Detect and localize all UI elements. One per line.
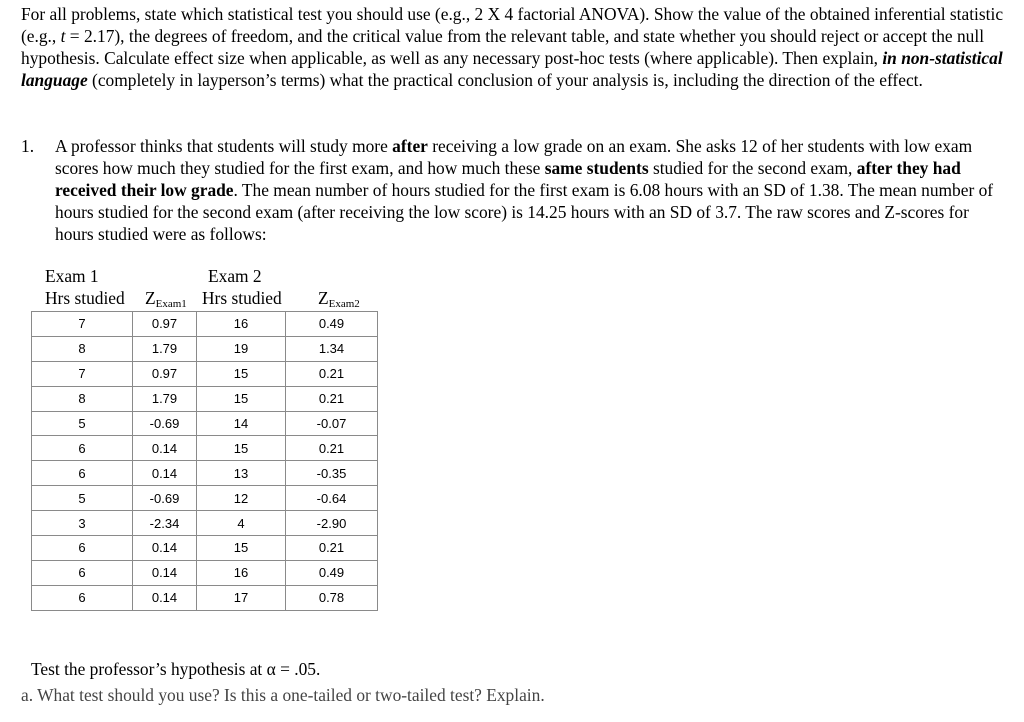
z-exam2-cell: -0.07 [286,411,378,436]
hrs-exam2-cell: 16 [197,312,286,337]
hrs-exam1-cell: 3 [32,511,133,536]
hrs-studied-1-header: Hrs studied [45,288,125,308]
z-exam1-cell: 0.97 [133,361,197,386]
z-exam1-cell: -0.69 [133,486,197,511]
instructions-paragraph [21,3,1011,91]
z-exam1-cell: 0.14 [133,536,197,561]
exam1-header: Exam 1 [45,266,99,286]
table-row [32,511,378,536]
z-letter: Z [318,288,329,308]
hrs-exam2-cell: 15 [197,361,286,386]
table-row [32,336,378,361]
cutoff-question-line [21,685,1001,705]
t-symbol: t [60,26,66,46]
exam2-header: Exam 2 [208,266,262,286]
cutoff-question-text: a. What test should you use? Is this a one-tailed or two-tailed test? Explain. [21,685,545,705]
hrs-exam2-cell: 15 [197,536,286,561]
scores-table [31,311,378,611]
table-row [32,312,378,337]
z-exam1-cell: 0.14 [133,560,197,585]
z-exam1-cell: 1.79 [133,336,197,361]
hrs-exam1-cell: 7 [32,312,133,337]
hrs-exam2-cell: 16 [197,560,286,585]
z-exam1-cell: 0.97 [133,312,197,337]
problem-text [55,135,1005,245]
hrs-exam2-cell: 12 [197,486,286,511]
z-exam1-subscript: Exam1 [155,298,187,310]
hrs-exam2-cell: 19 [197,336,286,361]
z-exam2-cell: 0.78 [286,585,378,610]
hrs-exam1-cell: 6 [32,461,133,486]
hrs-exam1-cell: 6 [32,560,133,585]
problem-text-part-4: . The mean number of hours studied for the first exam is 6.08 hours with an SD of 1.38. The mean number of hours studied for the second exam (after receiving the low score) is 14.25 hours with an SD of 3.7. The raw scores and Z-scores for hours studied were as follows: [55,180,994,244]
z-exam2-cell: 0.21 [286,361,378,386]
z-exam2-cell: 0.49 [286,312,378,337]
hrs-exam2-cell: 13 [197,461,286,486]
table-row [32,361,378,386]
hrs-exam1-cell: 6 [32,536,133,561]
problem-bold-same-students: same students [544,158,649,178]
z-exam1-cell: 0.14 [133,585,197,610]
hrs-exam2-cell: 17 [197,585,286,610]
problem-bold-low-grade: after they had received their low grade [55,158,961,200]
table-row [32,436,378,461]
z-exam2-cell: 0.21 [286,386,378,411]
table-row [32,560,378,585]
instructions-emphasis: in non-statistical language [21,48,1003,90]
table-row [32,585,378,610]
hrs-exam2-cell: 15 [197,386,286,411]
z-exam1-cell: -2.34 [133,511,197,536]
z-exam1-cell: 0.14 [133,461,197,486]
test-instruction: Test the professor’s hypothesis at α = .05. [31,659,321,679]
hrs-exam2-cell: 15 [197,436,286,461]
hrs-exam1-cell: 6 [32,585,133,610]
table-row [32,536,378,561]
instructions-part-1: For all problems, state which statistical test you should use (e.g., 2 X 4 factorial ANOVA). Show the value of the obtained inferential statistic (e.g., [21,4,1004,46]
hrs-exam1-cell: 7 [32,361,133,386]
hrs-exam1-cell: 5 [32,486,133,511]
hrs-studied-2-header: Hrs studied [202,288,282,308]
instructions-part-3: (completely in layperson’s terms) what the practical conclusion of your analysis is, including the direction of the effect. [87,70,923,90]
z-exam2-cell: 0.21 [286,436,378,461]
z-letter: Z [145,288,156,308]
problem-bold-after: after [392,136,428,156]
problem-text-part-1: A professor thinks that students will study more [55,136,393,156]
z-exam2-cell: 0.21 [286,536,378,561]
hrs-exam1-cell: 5 [32,411,133,436]
z-exam2-cell: 0.49 [286,560,378,585]
table-row [32,411,378,436]
hrs-exam2-cell: 4 [197,511,286,536]
z-exam2-cell: 1.34 [286,336,378,361]
table-row [32,461,378,486]
table-row [32,486,378,511]
z-exam1-cell: 0.14 [133,436,197,461]
scores-table-body [32,312,378,611]
table-row [32,386,378,411]
z-exam2-cell: -0.64 [286,486,378,511]
hrs-exam1-cell: 6 [32,436,133,461]
hrs-exam1-cell: 8 [32,336,133,361]
z-exam1-cell: -0.69 [133,411,197,436]
z-exam2-cell: -0.35 [286,461,378,486]
z-exam2-cell: -2.90 [286,511,378,536]
hrs-exam1-cell: 8 [32,386,133,411]
problem-text-part-2: receiving a low grade on an exam. She asks 12 of her students with low exam scores how much they studied for the first exam, and how much these [55,136,973,178]
problem-text-part-3: studied for the second exam, [648,158,857,178]
problem-number: 1. [21,136,35,156]
hrs-exam2-cell: 14 [197,411,286,436]
z-exam2-subscript: Exam2 [328,298,360,310]
z-exam1-cell: 1.79 [133,386,197,411]
instructions-part-2: = 2.17), the degrees of freedom, and the critical value from the relevant table, and state whether you should reject or accept the null hypothesis. Calculate effect size when applicable, as well as any necessary post-hoc tests (where applicable). Then explain, [21,26,985,68]
